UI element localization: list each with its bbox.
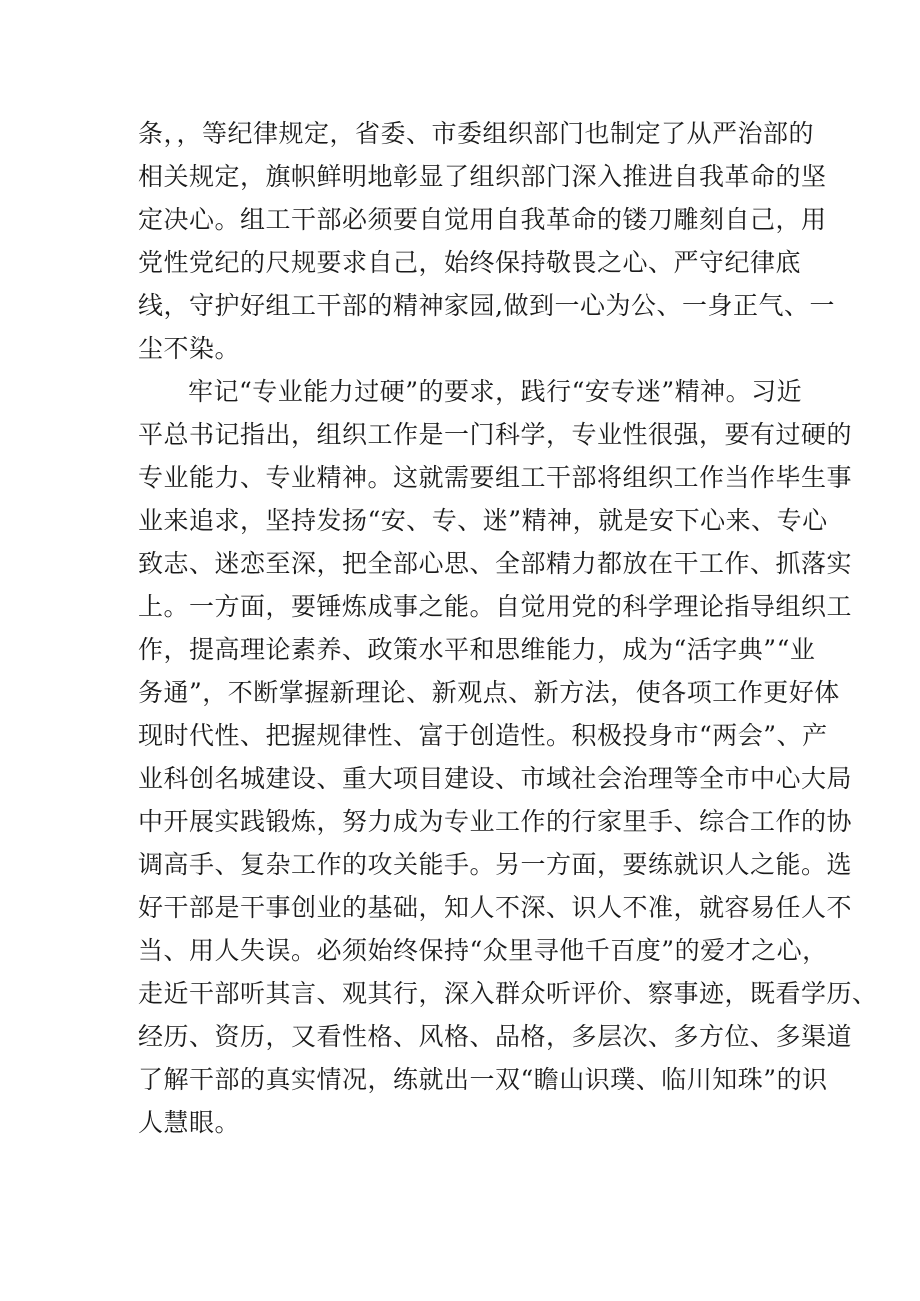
text-line-4: 党性党纪的尺规要求自己，始终保持敬畏之心、严守纪律底 bbox=[138, 248, 802, 277]
text-line-14: 务通”，不断掌握新理论、新观点、新方法，使各项工作更好体 bbox=[138, 678, 840, 707]
paragraph-heading-line: 牢记“专业能力过硬”的要求，践行“安专迷”精神。习近 bbox=[188, 377, 803, 406]
text-line-15: 现时代性、把握规律性、富于创造性。积极投身市“两会”、产 bbox=[138, 721, 828, 750]
text-line-20: 当、用人失误。必须始终保持“众里寻他千百度”的爱才之心， bbox=[138, 936, 828, 965]
text-line-3: 定决心。组工干部必须要自觉用自我革命的镂刀雕刻自己，用 bbox=[138, 205, 827, 234]
text-line-21: 走近干部听其言、观其行，深入群众听评价、察事迹，既看学历、 bbox=[138, 979, 878, 1008]
text-line-22: 经历、资历，又看性格、风格、品格，多层次、多方位、多渠道 bbox=[138, 1022, 853, 1051]
text-line-2: 相关规定，旗帜鲜明地彰显了组织部门深入推进自我革命的坚 bbox=[138, 162, 827, 191]
text-line-10: 业来追求，坚持发扬“安、专、迷”精神，就是安下心来、专心 bbox=[138, 506, 828, 535]
text-line-17: 中开展实践锻炼，努力成为专业工作的行家里手、综合工作的协 bbox=[138, 807, 853, 836]
text-line-18: 调高手、复杂工作的攻关能手。另一方面，要练就识人之能。选 bbox=[138, 850, 853, 879]
text-line-16: 业科创名城建设、重大项目建设、市域社会治理等全市中心大局 bbox=[138, 764, 853, 793]
text-line-6: 尘不染。 bbox=[138, 334, 241, 363]
text-line-8: 平总书记指出，组织工作是一门科学，专业性很强，要有过硬的 bbox=[138, 420, 853, 449]
text-line-19: 好干部是干事创业的基础，知人不深、识人不准，就容易任人不 bbox=[138, 893, 853, 922]
text-line-9: 专业能力、专业精神。这就需要组工干部将组织工作当作毕生事 bbox=[138, 463, 853, 492]
text-line-13: 作，提高理论素养、政策水平和思维能力，成为“活字典”“业 bbox=[138, 635, 816, 664]
text-line-1: 条，，等纪律规定，省委、市委组织部门也制定了从严治部的 bbox=[138, 119, 815, 148]
text-line-5: 线，守护好组工干部的精神家园,做到一心为公、一身正气、一 bbox=[138, 291, 835, 320]
text-line-11: 致志、迷恋至深，把全部心思、全部精力都放在干工作、抓落实 bbox=[138, 549, 853, 578]
text-line-12: 上。一方面，要锤炼成事之能。自觉用党的科学理论指导组织工 bbox=[138, 592, 853, 621]
text-line-23: 了解干部的真实情况，练就出一双“瞻山识璞、临川知珠”的识 bbox=[138, 1065, 828, 1094]
text-line-24: 人慧眼。 bbox=[138, 1108, 241, 1137]
